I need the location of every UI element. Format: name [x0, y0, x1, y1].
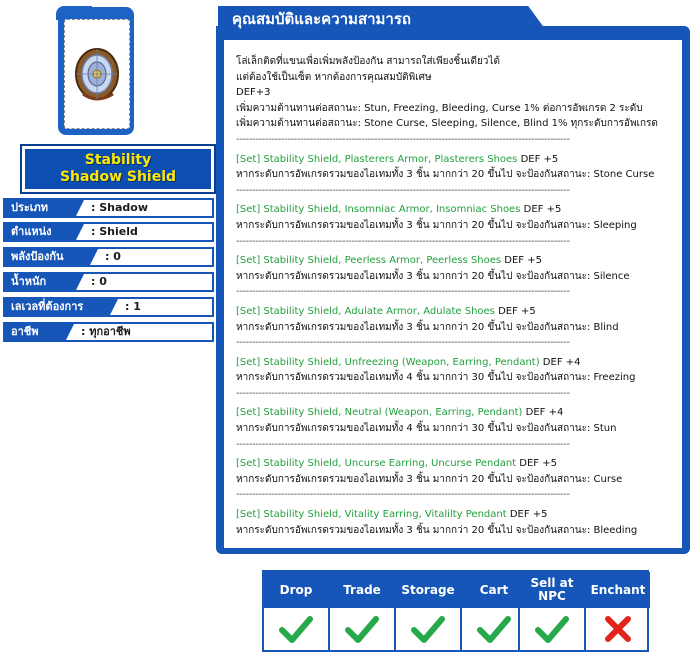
set-name: [Set] Stability Shield, Adulate Armor, Adulate Shoes	[236, 305, 495, 317]
check-icon	[477, 615, 511, 643]
set-bonus-line	[236, 304, 676, 320]
set-bonus-line	[236, 456, 676, 472]
set-bonus: DEF +4	[522, 407, 564, 419]
set-effect: หากระดับการอัพเกรดรวมของไอเทมทั้ง 3 ชิ้น มากกว่า 20 ขึ้นไป จะป้องกันสถานะ: Stone Curse	[236, 169, 655, 181]
stat-label: พลังป้องกัน	[3, 247, 89, 267]
separator: --------------------------------------------------------------------------------------------------------	[236, 133, 570, 145]
set-bonus: DEF +5	[494, 305, 536, 317]
trade-cell	[396, 608, 460, 650]
stat-label: ประเภท	[3, 198, 75, 218]
item-image-card	[58, 7, 134, 135]
stat-value: : 0	[91, 275, 107, 288]
section-title: คุณสมบัติและความสามารถ	[232, 10, 411, 28]
set-effect: หากระดับการอัพเกรดรวมของไอเทมทั้ง 4 ชิ้น มากกว่า 30 ขึ้นไป จะป้องกันสถานะ: Freezing	[236, 372, 636, 384]
stat-row-type	[3, 198, 214, 218]
separator: --------------------------------------------------------------------------------------------------------	[236, 337, 570, 349]
separator: --------------------------------------------------------------------------------------------------------	[236, 235, 570, 247]
check-icon	[411, 615, 445, 643]
desc-line: โล่เล็กติดที่แขนเพื่อเพิ่มพลังป้องกัน สามารถใส่เพียงชิ้นเดียวได้	[236, 56, 500, 67]
set-name: [Set] Stability Shield, Unfreezing (Weapon, Earring, Pendant)	[236, 356, 540, 368]
stat-label: อาชีพ	[3, 322, 65, 342]
set-bonus: DEF +5	[501, 255, 542, 267]
separator: --------------------------------------------------------------------------------------------------------	[236, 489, 570, 501]
stat-row-weight	[3, 272, 214, 292]
trade-header: Enchant	[586, 572, 650, 608]
set-bonus: DEF +5	[517, 153, 559, 165]
description-content	[224, 40, 682, 548]
trade-header: Sell at NPC	[520, 572, 584, 608]
trade-cell	[264, 608, 328, 650]
check-icon	[279, 615, 313, 643]
item-name-box	[22, 146, 214, 192]
card-tab	[56, 6, 92, 20]
trade-cell	[586, 608, 650, 650]
section-title-bar	[218, 6, 548, 33]
trade-col-cart	[462, 572, 526, 650]
set-bonus-line	[236, 253, 676, 269]
set-bonus-line	[236, 405, 676, 421]
set-bonus-line	[236, 202, 676, 218]
set-bonus-line	[236, 152, 676, 168]
stat-value: : 0	[105, 250, 121, 263]
trade-cell	[462, 608, 526, 650]
stat-value: : ทุกอาชีพ	[81, 325, 131, 338]
set-name: [Set] Stability Shield, Neutral (Weapon, Earring, Pendant)	[236, 407, 523, 419]
check-icon	[345, 615, 379, 643]
trade-header: Drop	[264, 572, 328, 608]
trade-header: Storage	[396, 572, 460, 608]
desc-line: แต่ต้องใช้เป็นเซ็ต หากต้องการคุณสมบัติพิเศษ	[236, 71, 432, 83]
shield-item-icon	[73, 44, 123, 104]
stat-row-required-level	[3, 297, 214, 317]
cross-icon	[603, 614, 633, 644]
set-effect: หากระดับการอัพเกรดรวมของไอเทมทั้ง 3 ชิ้น มากกว่า 20 ขึ้นไป จะป้องกันสถานะ: Sleeping	[236, 219, 637, 231]
set-name: [Set] Stability Shield, Peerless Armor, Peerless Shoes	[236, 255, 502, 267]
set-effect: หากระดับการอัพเกรดรวมของไอเทมทั้ง 4 ชิ้น มากกว่า 30 ขึ้นไป จะป้องกันสถานะ: Stun	[236, 423, 617, 435]
check-icon	[535, 615, 569, 643]
set-bonus: DEF +5	[506, 509, 548, 521]
set-name: [Set] Stability Shield, Uncurse Earring, Uncurse Pendant	[236, 458, 517, 470]
stat-value: : Shield	[91, 225, 138, 238]
set-effect: หากระดับการอัพเกรดรวมของไอเทมทั้ง 3 ชิ้น มากกว่า 20 ขึ้นไป จะป้องกันสถานะ: Bleeding	[236, 524, 638, 536]
set-bonus-line	[236, 355, 676, 371]
set-name: [Set] Stability Shield, Insomniac Armor, Insomniac Shoes	[236, 204, 521, 216]
set-effect: หากระดับการอัพเกรดรวมของไอเทมทั้ง 3 ชิ้น มากกว่า 20 ขึ้นไป จะป้องกันสถานะ: Silence	[236, 270, 630, 282]
set-effect: หากระดับการอัพเกรดรวมของไอเทมทั้ง 3 ชิ้น มากกว่า 20 ขึ้นไป จะป้องกันสถานะ: Blind	[236, 321, 619, 333]
stat-value: : 1	[125, 300, 141, 313]
trade-col-drop	[264, 572, 328, 650]
separator: --------------------------------------------------------------------------------------------------------	[236, 184, 570, 196]
item-image-frame	[64, 19, 130, 129]
stat-label: เลเวลที่ต้องการ	[3, 297, 109, 317]
stat-label: ตำแหน่ง	[3, 222, 75, 242]
set-name: [Set] Stability Shield, Vitality Earring, Vitalilty Pendant	[236, 509, 507, 521]
desc-line: DEF+3	[236, 87, 271, 99]
trade-col-sell-at-npc	[520, 572, 584, 650]
trade-header: Trade	[330, 572, 394, 608]
stat-label: น้ำหนัก	[3, 272, 75, 292]
trade-header: Cart	[462, 572, 526, 608]
item-name-line1: Stability	[84, 152, 152, 168]
trade-col-storage	[396, 572, 460, 650]
separator: --------------------------------------------------------------------------------------------------------	[236, 286, 570, 298]
item-name-line2: Shadow Shield	[59, 169, 177, 185]
stat-value: : Shadow	[91, 201, 148, 214]
trade-cell	[330, 608, 394, 650]
set-bonus: DEF +5	[516, 458, 557, 470]
desc-line: เพิ่มความต้านทานต่อสถานะ: Stun, Freezing, Bleeding, Curse 1% ต่อการอัพเกรด 2 ระดับ	[236, 102, 643, 114]
separator: --------------------------------------------------------------------------------------------------------	[236, 387, 570, 399]
desc-line: เพิ่มความต้านทานต่อสถานะ: Stone Curse, Sleeping, Silence, Blind 1% ทุกระดับการอัพเกรด	[236, 118, 658, 130]
set-effect: หากระดับการอัพเกรดรวมของไอเทมทั้ง 3 ชิ้น มากกว่า 20 ขึ้นไป จะป้องกันสถานะ: Curse	[236, 473, 623, 485]
trade-cell	[520, 608, 584, 650]
stat-row-job	[3, 322, 214, 342]
stat-row-position	[3, 222, 214, 242]
separator: --------------------------------------------------------------------------------------------------------	[236, 438, 570, 450]
set-bonus: DEF +5	[520, 204, 562, 216]
stat-row-defense	[3, 247, 214, 267]
set-bonus: DEF +4	[539, 356, 581, 368]
description-panel	[216, 26, 690, 554]
description-text	[236, 54, 676, 538]
set-name: [Set] Stability Shield, Plasterers Armor, Plasterers Shoes	[236, 153, 518, 165]
trade-col-trade	[330, 572, 394, 650]
set-bonus-line	[236, 507, 676, 523]
trade-col-enchant	[586, 572, 650, 650]
tradeability-table	[262, 570, 649, 652]
